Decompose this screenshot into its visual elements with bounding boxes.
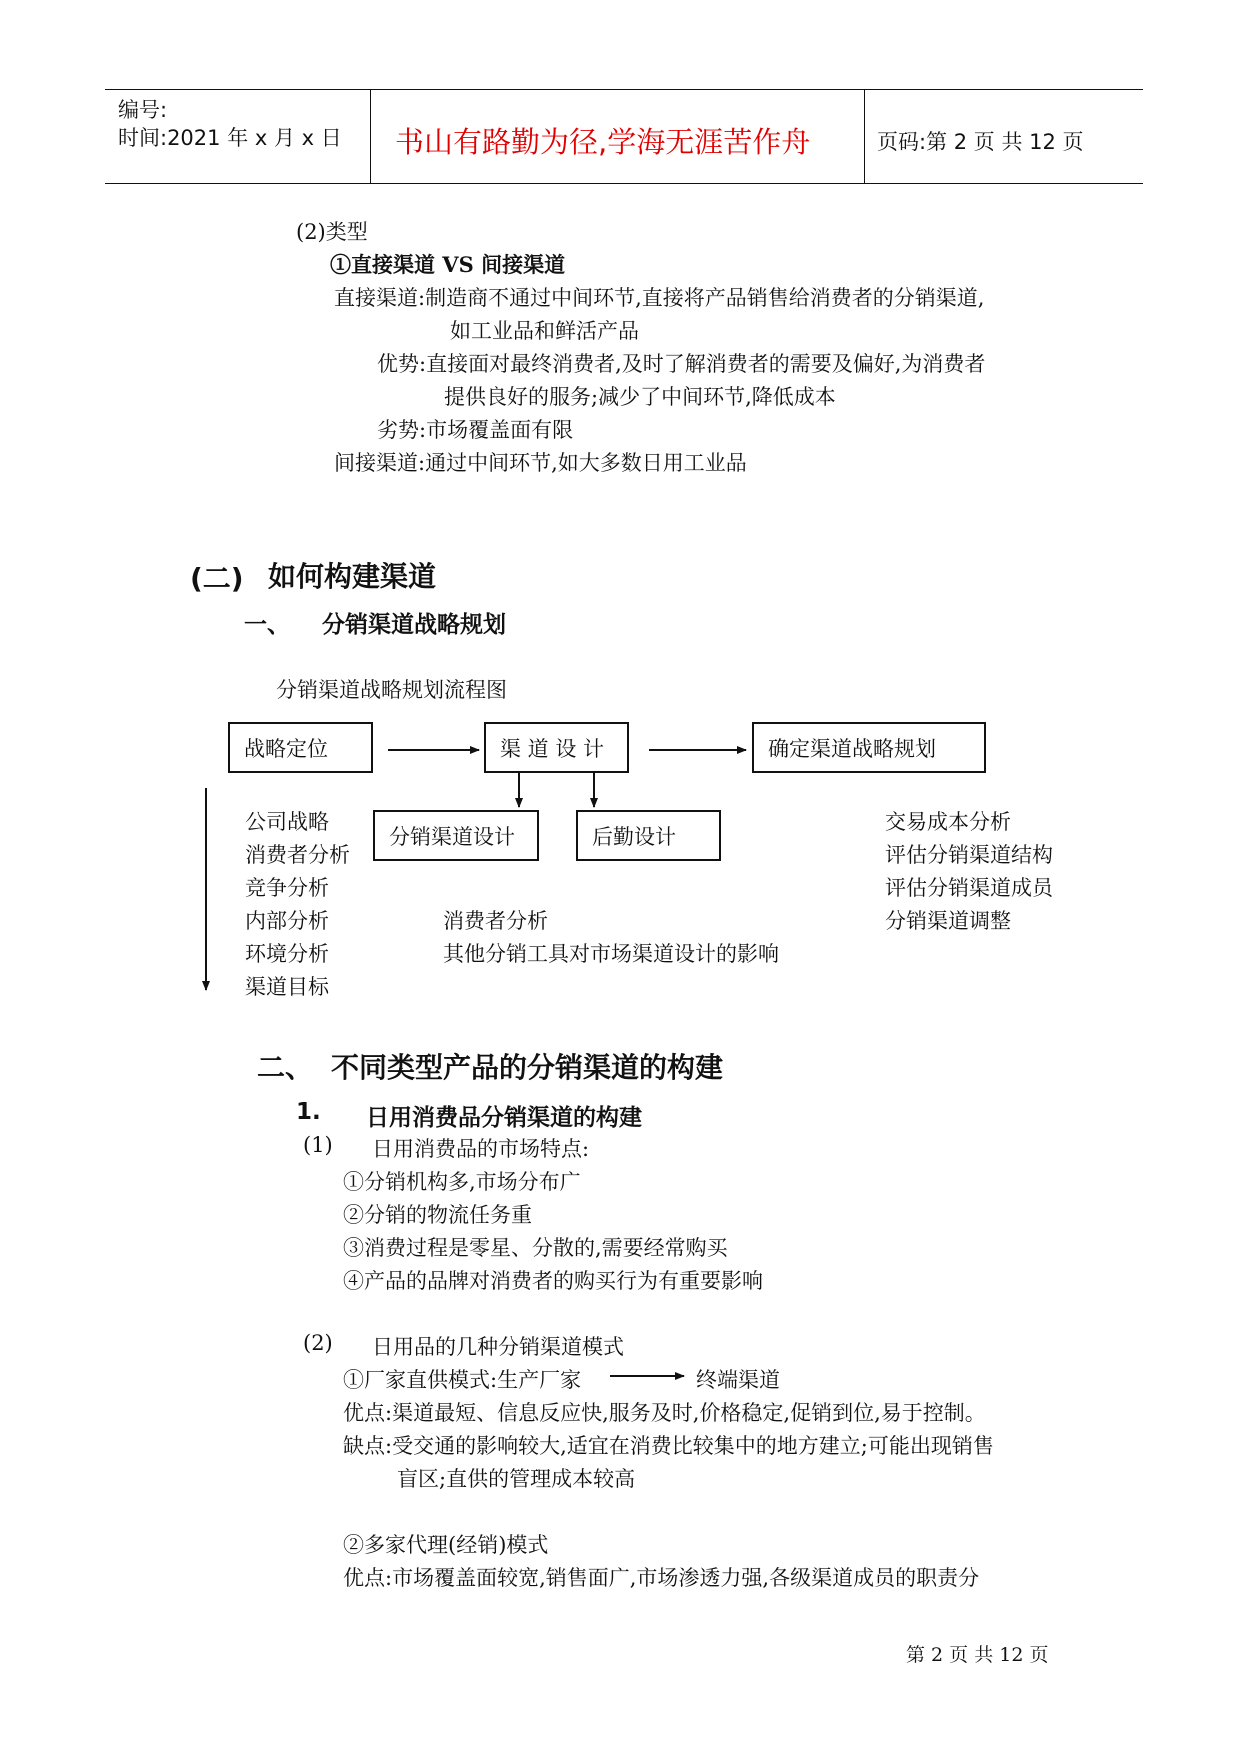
mode2-advantages: 优点:市场覆盖面较宽,销售面广,市场渗透力强,各级渠道成员的职责分	[343, 1566, 980, 1590]
feature-item-3: ③消费过程是零星、分散的,需要经常购买	[343, 1236, 728, 1260]
header-page-code: 页码:第 2 页 共 12 页	[877, 130, 1084, 154]
mode1-advantages: 优点:渠道最短、信息反应快,服务及时,价格稳定,促销到位,易于控制。	[343, 1401, 986, 1425]
channel-modes-number: (2)	[303, 1331, 333, 1355]
header-time: 时间:2021 年 x 月 x 日	[118, 126, 342, 150]
strategy-planning-number: 一、	[244, 612, 290, 638]
header-divider-left	[370, 89, 371, 184]
right-item-channel-adjustment: 分销渠道调整	[885, 909, 1011, 933]
box-confirm-label: 确定渠道战略规划	[768, 736, 936, 761]
strategy-planning-heading: 分销渠道战略规划	[322, 612, 506, 638]
mode1-left: ①厂家直供模式:生产厂家	[343, 1368, 582, 1392]
types-subheading: ①直接渠道 VS 间接渠道	[330, 252, 566, 277]
box-confirm-strategy	[752, 722, 986, 773]
advantage-line2: 提供良好的服务;减少了中间环节,降低成本	[444, 385, 836, 409]
box-strategy-positioning	[228, 722, 373, 773]
disadvantage-line: 劣势:市场覆盖面有限	[377, 418, 574, 442]
feature-item-1: ①分销机构多,市场分布广	[343, 1170, 581, 1194]
left-item-company-strategy: 公司战略	[245, 810, 329, 834]
products-heading-number: 二、	[257, 1051, 314, 1084]
box-channel-design	[484, 722, 629, 773]
channel-modes-heading: 日用品的几种分销渠道模式	[372, 1335, 624, 1359]
flowchart-title: 分销渠道战略规划流程图	[276, 678, 507, 702]
box-channel-design-label: 渠 道 设 计	[500, 736, 605, 761]
consumer-goods-heading: 日用消费品分销渠道的构建	[366, 1105, 642, 1131]
middle-item-consumer-analysis: 消费者分析	[443, 909, 548, 933]
header-top-rule	[105, 89, 1143, 90]
left-item-consumer-analysis: 消费者分析	[245, 843, 350, 867]
middle-item-other-tools: 其他分销工具对市场渠道设计的影响	[443, 942, 779, 966]
feature-item-4: ④产品的品牌对消费者的购买行为有重要影响	[343, 1269, 763, 1293]
left-item-channel-goals: 渠道目标	[245, 975, 329, 999]
box-logistics-design	[576, 810, 721, 861]
mode1-disadvantages-line1: 缺点:受交通的影响较大,适宜在消费比较集中的地方建立;可能出现销售	[343, 1434, 994, 1458]
header-motto: 书山有路勤为径,学海无涯苦作舟	[395, 125, 811, 159]
feature-item-2: ②分销的物流任务重	[343, 1203, 532, 1227]
advantage-line1: 优势:直接面对最终消费者,及时了解消费者的需要及偏好,为消费者	[377, 352, 986, 376]
indirect-channel-line: 间接渠道:通过中间环节,如大多数日用工业品	[334, 451, 747, 475]
left-item-environment-analysis: 环境分析	[245, 942, 329, 966]
direct-channel-line1: 直接渠道:制造商不通过中间环节,直接将产品销售给消费者的分销渠道,	[334, 286, 985, 310]
consumer-goods-number: 1.	[296, 1099, 321, 1125]
products-heading: 不同类型产品的分销渠道的构建	[331, 1051, 724, 1084]
box-logistics-label: 后勤设计	[592, 824, 676, 849]
direct-channel-line2: 如工业品和鲜活产品	[450, 319, 639, 343]
box-distribution-design	[373, 810, 539, 861]
header-bottom-rule	[105, 183, 1143, 184]
market-features-heading: 日用消费品的市场特点:	[372, 1137, 590, 1161]
left-item-internal-analysis: 内部分析	[245, 909, 329, 933]
left-item-competition-analysis: 竞争分析	[245, 876, 329, 900]
header-number-label: 编号:	[118, 98, 168, 122]
build-heading-number: (二)	[190, 562, 244, 595]
box-strategy-label: 战略定位	[244, 736, 328, 761]
mode1-disadvantages-line2: 盲区;直供的管理成本较高	[397, 1467, 636, 1491]
footer-page-number: 第 2 页 共 12 页	[906, 1644, 1049, 1666]
box-distribution-design-label: 分销渠道设计	[389, 824, 515, 849]
header-divider-right	[864, 89, 865, 184]
types-heading: (2)类型	[296, 220, 368, 244]
mode1-right: 终端渠道	[696, 1368, 780, 1392]
mode2-heading: ②多家代理(经销)模式	[343, 1533, 549, 1557]
build-heading: 如何构建渠道	[268, 560, 437, 593]
right-item-transaction-cost: 交易成本分析	[885, 810, 1011, 834]
right-item-evaluate-structure: 评估分销渠道结构	[885, 843, 1053, 867]
market-features-number: (1)	[303, 1133, 333, 1157]
right-item-evaluate-members: 评估分销渠道成员	[885, 876, 1053, 900]
